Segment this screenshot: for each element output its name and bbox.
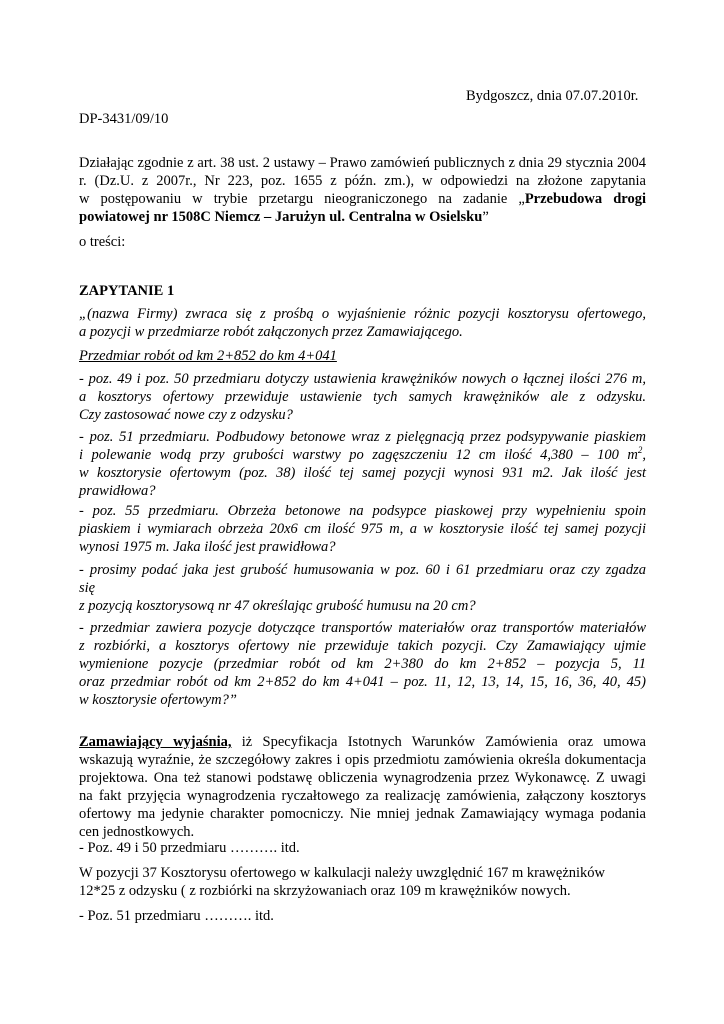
question-intro: „(nazwa Firmy) zwraca się z prośbą o wyjaśnienie różnic pozycji kosztorysu ofertowego, a pozycji w przedmiarze robót załączonych przez Zamawiającego. <box>79 306 646 340</box>
intro-line: Działając zgodnie z art. 38 ust. 2 ustawy – Prawo zamówień publicznych z dnia 29 stycznia 2004 <box>79 155 646 171</box>
question-point-3: - poz. 55 przedmiaru. Obrzeża betonowe na podsypce piaskowej przy wypełnieniu spoin piaskiem i wymiarach obrzeża 20x6 cm ilość 975 m, a w kosztorysie ilość tej samej pozycji wynosi 1975 m. Jaka ilość jest prawidłowa? <box>79 503 646 555</box>
answer-lead: Zamawiający wyjaśnia, <box>79 734 232 750</box>
task-title: powiatowej nr 1508C Niemcz – Jarużyn ul. Centralna w Osielsku <box>79 209 483 225</box>
intro-line: w postępowaniu w trybie przetargu nieograniczonego na zadanie „Przebudowa drogi <box>79 191 646 207</box>
question-point-2: - poz. 51 przedmiaru. Podbudowy betonowe wraz z pielęgnacją przez podsypywanie piaskiem i polewanie wodą przy grubości warstwy po zagęszczeniu 12 cm ilość 4,380 – 100 $m^2$, w kosztorysie ofertowym (poz. 38) ilość tej samej pozycji wynosi 931 m2. Jak ilość jest prawidłowa? <box>79 429 646 499</box>
intro-paragraph <box>79 154 646 226</box>
intro-line: r. (Dz.U. z 2007r., Nr 223, poz. 1655 z późn. zm.), w odpowiedzi na złożone zapytania <box>79 173 646 189</box>
answer-line: 12*25 z odzysku ( z rozbiórki na skrzyżowaniach oraz 109 m krawężników nowych. <box>79 883 571 899</box>
reference-number: DP-3431/09/10 <box>79 111 169 127</box>
question-subheading: Przedmiar robót od km 2+852 do km 4+041 <box>79 348 337 364</box>
task-title: Przebudowa drogi <box>524 191 646 207</box>
answer-paragraph: Zamawiający wyjaśnia, iż Specyfikacja Istotnych Warunków Zamówienia oraz umowa wskazują wyraźnie, że szczegółowy zakres i opis przedmiotu zamówienia określa dokumentacja projektowa. Ona też stanowi podstawę obliczenia wynagrodzenia przez Wykonawcę. Z uwagi na fakt przyjęcia wynagrodzenia ryczałtowego za realizację zamówienia, załączony kosztorys ofertowy ma jedynie charakter pomocniczy. Nie mniej jednak Zamawiający wymaga podania cen jednostkowych. <box>79 734 646 840</box>
question-point-1: - poz. 49 i poz. 50 przedmiaru dotyczy ustawienia krawężników nowych o łącznej ilości 276 m, a kosztorys ofertowy przewiduje ustawienie tych samych krawężników ale z odzysku. Czy zastosować nowe czy z odzysku? <box>79 371 646 423</box>
intro-line: powiatowej nr 1508C Niemcz – Jarużyn ul. Centralna w Osielsku” <box>79 209 489 225</box>
question-point-5: - przedmiar zawiera pozycje dotyczące transportów materiałów oraz transportów materiałów z rozbiórki, a kosztorys ofertowy nie przewiduje takich pozycji. Czy Zamawiający ujmie wymienione pozycje (przedmiar robót od km 2+380 do km 2+852 – pozycja 5, 11 oraz przedmiar robót od km 2+852 do km 4+041 – poz. 11, 12, 13, 14, 15, 16, 36, 40, 45) w kosztorysie ofertowym?” <box>79 620 646 708</box>
question-point-4: - prosimy podać jaka jest grubość humusowania w poz. 60 i 61 przedmiaru oraz czy zgadza się z pozycją kosztorysową nr 47 określając grubość humusu na 20 cm? <box>79 562 646 614</box>
place-date: Bydgoszcz, dnia 07.07.2010r. <box>466 88 639 104</box>
answer-item-1: - Poz. 49 i 50 przedmiaru ………. itd. <box>79 840 300 856</box>
answer-item-2: - Poz. 51 przedmiaru ………. itd. <box>79 908 274 924</box>
answer-line: W pozycji 37 Kosztorysu ofertowego w kalkulacji należy uwzględnić 167 m krawężników <box>79 865 606 881</box>
o-tresci-text: o treści: <box>79 234 126 250</box>
question-heading: ZAPYTANIE 1 <box>79 283 175 299</box>
